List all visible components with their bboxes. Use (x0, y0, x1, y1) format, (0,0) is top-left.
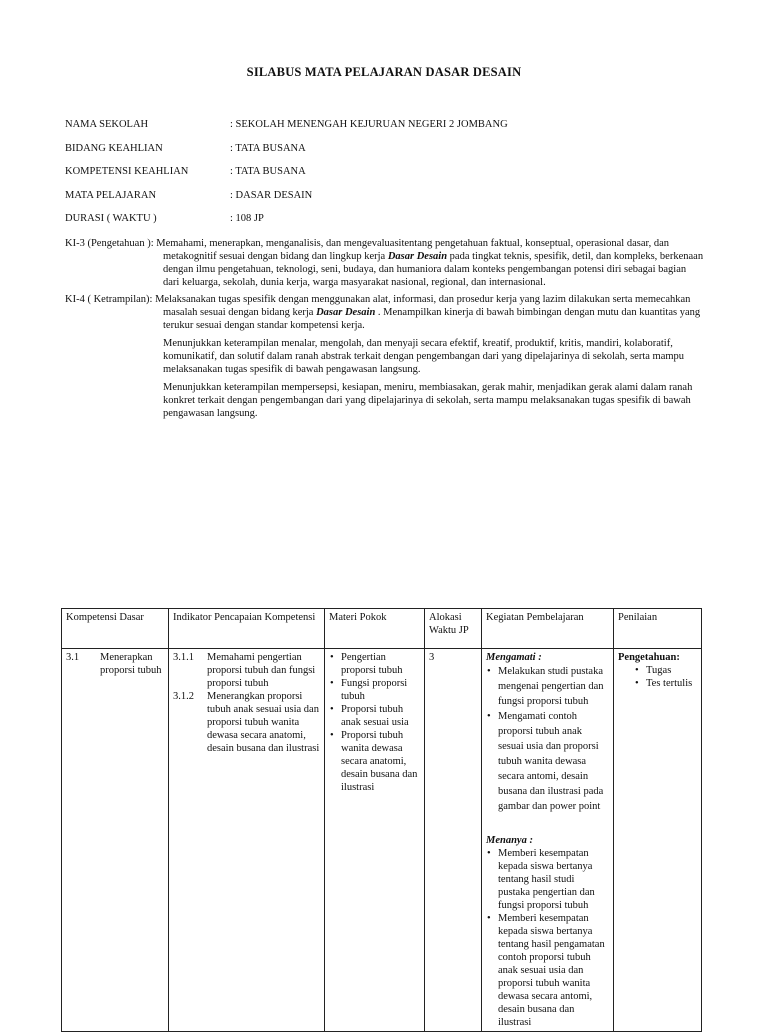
list-item: • Memberi kesempatan kepada siswa bertanya tentang hasil studi pustaka pengertian dan fungsi proporsi tubuh (486, 847, 609, 912)
mengamati-heading: Mengamati : (486, 652, 542, 663)
list-item: • Melakukan studi pustaka mengenai pengertian dan fungsi proporsi tubuh (486, 664, 609, 709)
list-item: • Pengertian proporsi tubuh (329, 651, 420, 677)
list-item: • Proporsi tubuh anak sesuai usia (329, 703, 420, 729)
info-label: BIDANG KEAHLIAN (65, 142, 163, 154)
info-label: NAMA SEKOLAH (65, 119, 149, 130)
cell-indikator (169, 649, 325, 1032)
info-row-competence (65, 165, 705, 189)
cell-materi (325, 649, 425, 1032)
penilaian-list (618, 664, 697, 690)
menanya-list (486, 847, 609, 1029)
info-value: : TATA BUSANA (230, 166, 306, 177)
header-alokasi: Alokasi Waktu JP (425, 609, 482, 649)
header-materi: Materi Pokok (325, 609, 425, 649)
syllabus-table (61, 608, 702, 1032)
info-row-duration (65, 212, 705, 236)
ki3-section (65, 237, 705, 289)
info-value: : 108 JP (230, 213, 264, 224)
info-value: : TATA BUSANA (230, 142, 306, 154)
info-value: : DASAR DESAIN (230, 189, 313, 201)
indikator-item (173, 651, 320, 690)
list-item: • Tugas (634, 664, 697, 677)
info-label: MATA PELAJARAN (65, 189, 157, 201)
kd-text: Menerapkan proporsi tubuh (100, 652, 162, 676)
list-item: • Fungsi proporsi tubuh (329, 677, 420, 703)
indikator-text: Menerangkan proporsi tubuh anak sesuai usia dan proporsi tubuh wanita dewasa secara anatomi, desain busana dan ilustrasi (207, 691, 320, 754)
ki4-paragraph-2: Menunjukkan keterampilan menalar, mengolah, dan menyaji secara efektif, kreatif, produktif, kritis, mandiri, kolaboratif, komunikatif, dan solutif dalam ranah abstrak terkait dengan pengembangan dari yang dipelajarinya di sekolah, serta mampu melaksanakan tugas spesifik di bawah pengawasan langsung. (163, 338, 685, 375)
list-item: • Proporsi tubuh wanita dewasa secara anatomi, desain busana dan ilustrasi (329, 729, 420, 794)
info-row-school (65, 118, 705, 142)
ki4-paragraph-3: Menunjukkan keterampilan mempersepsi, kesiapan, meniru, membiasakan, gerak mahir, menjadikan gerak alami dalam ranah konkret terkait dengan pengembangan dari yang dipelajarinya di sekolah, serta mampu melaksanakan tugas spesifik di bawah pengawasan langsung. (163, 382, 693, 419)
ki4-emphasis: Dasar Desain (316, 307, 376, 318)
header-kegiatan: Kegiatan Pembelajaran (482, 609, 614, 649)
cell-penilaian (614, 649, 702, 1032)
indikator-text: Memahami pengertian proporsi tubuh dan fungsi proporsi tubuh (207, 652, 316, 689)
school-info (65, 118, 705, 236)
indikator-number: 3.1.1 (173, 652, 194, 663)
indikator-number: 3.1.2 (173, 691, 194, 702)
info-label: DURASI ( WAKTU ) (65, 213, 157, 224)
cell-kegiatan (482, 649, 614, 1032)
ki4-rest: . Menampilkan kinerja di bawah bimbingan dengan mutu dan kuantitas yang terukur sesuai dengan standar kompetensi kerja. (163, 307, 701, 331)
materi-list (329, 651, 420, 794)
mengamati-list (486, 664, 609, 814)
penilaian-heading: Pengetahuan: (618, 652, 680, 663)
ki4-section (65, 293, 705, 420)
info-row-field (65, 142, 705, 166)
kd-number: 3.1 (66, 652, 80, 663)
ki4-lead: KI-4 ( Ketrampilan): Melaksanakan tugas spesifik dengan menggunakan alat, informasi, dan prosedur kerja yang lazim dilakukan serta memecahkan masalah sesuai dengan bidang kerja (65, 294, 691, 318)
header-kompetensi-dasar: Kompetensi Dasar (62, 609, 169, 649)
cell-alokasi: 3 (425, 649, 482, 1032)
list-item: • Mengamati contoh proporsi tubuh anak sesuai usia dan proporsi tubuh wanita dewasa secara antomi, desain busana dan ilustrasi pada gambar dan power point (486, 709, 609, 814)
indikator-item (173, 690, 320, 755)
ki4-paragraph (65, 293, 705, 332)
header-penilaian: Penilaian (614, 609, 702, 649)
info-label: KOMPETENSI KEAHLIAN (65, 166, 189, 177)
section-spacer (486, 814, 609, 834)
document-title: SILABUS MATA PELAJARAN DASAR DESAIN (246, 65, 522, 79)
table-header-row (62, 609, 702, 649)
header-indikator: Indikator Pencapaian Kompetensi (169, 609, 325, 649)
ki3-lead: KI-3 (Pengetahuan ): Memahami, menerapkan, menganalisis, dan mengevaluasitentang pengetahuan faktual, konseptual, operasional dasar, dan metakognitif sesuai dengan bidang dan lingkup kerja (65, 238, 669, 262)
list-item: • Memberi kesempatan kepada siswa bertanya tentang hasil pengamatan contoh proporsi tubuh anak sesuai usia dan proporsi tubuh wanita dewasa secara antomi, desain busana dan ilustrasi (486, 912, 609, 1029)
list-item: • Tes tertulis (634, 677, 697, 690)
table-row (62, 649, 702, 1032)
info-row-subject (65, 189, 705, 213)
kd-item (66, 651, 164, 677)
ki3-paragraph (65, 237, 705, 289)
cell-kompetensi-dasar (62, 649, 169, 1032)
ki3-emphasis: Dasar Desain (387, 251, 448, 262)
menanya-heading: Menanya : (486, 835, 533, 846)
ki3-rest: pada tingkat teknis, spesifik, detil, dan kompleks, berkenaan dengan ilmu pengetahuan, teknologi, seni, budaya, dan humaniora dalam konteks pengembangan potensi diri sebagai bagian dari keluarga, sekolah, dunia kerja, warga masyarakat nasional, regional, dan internasional. (163, 251, 704, 288)
info-value: : SEKOLAH MENENGAH KEJURUAN NEGERI 2 JOMBANG (230, 119, 508, 130)
